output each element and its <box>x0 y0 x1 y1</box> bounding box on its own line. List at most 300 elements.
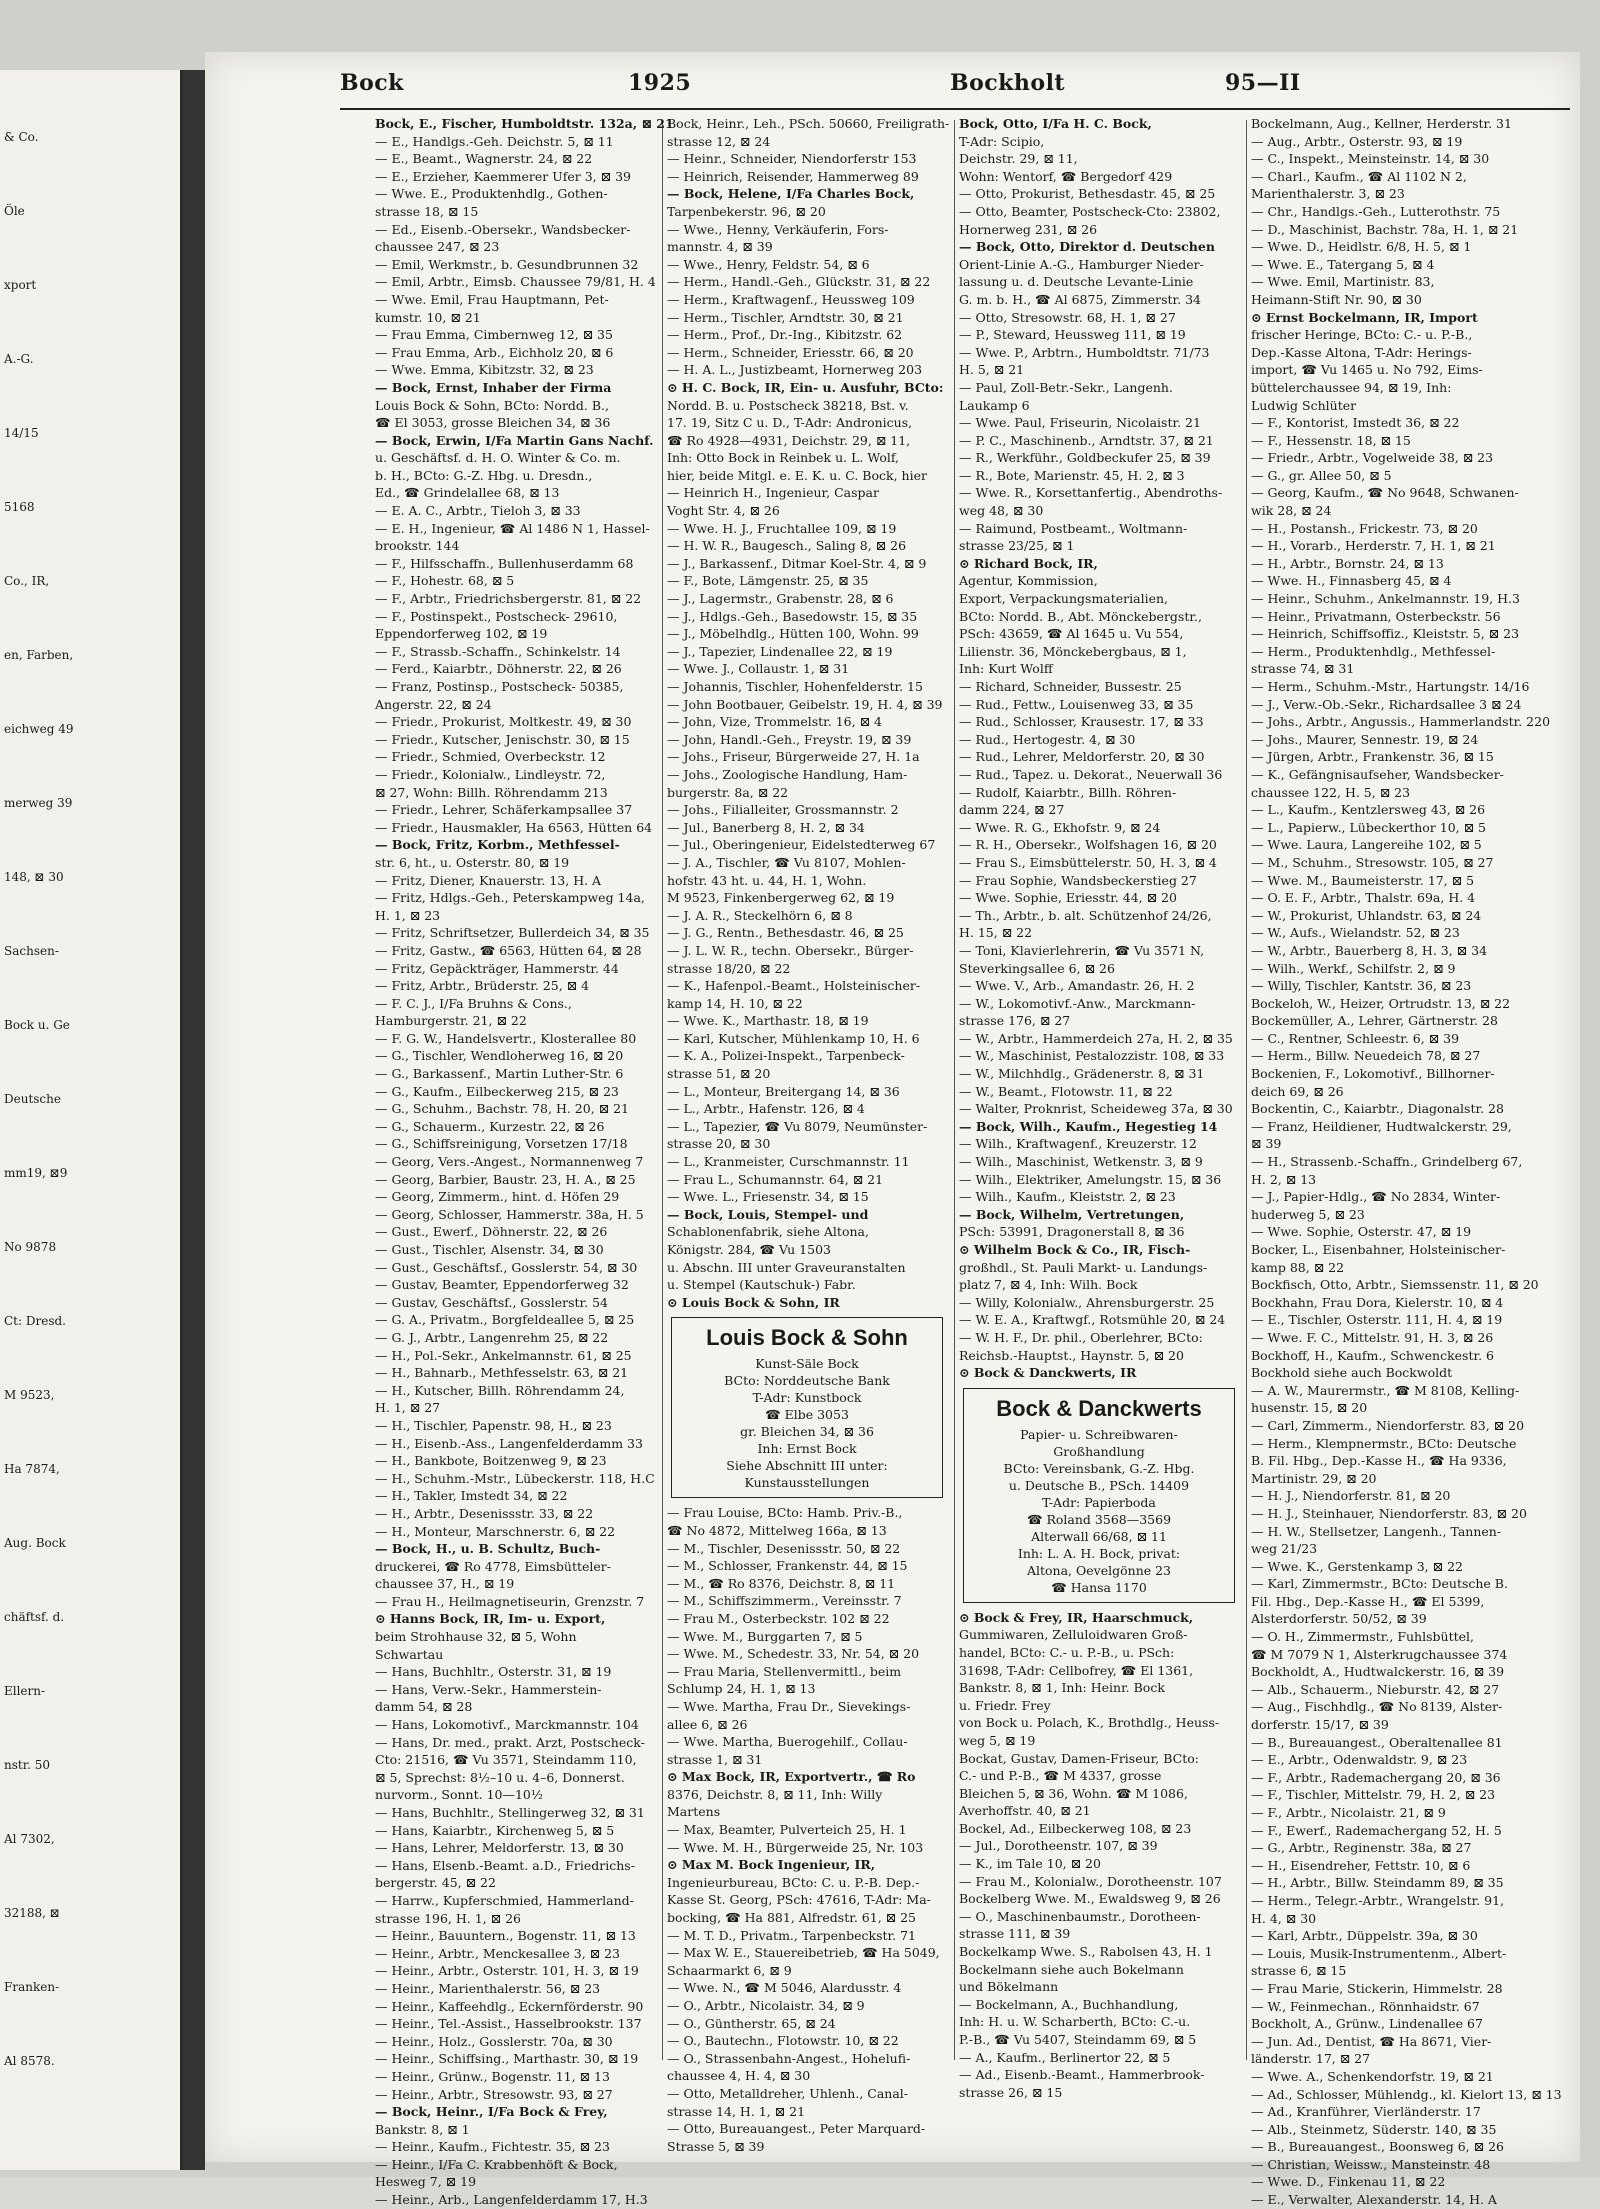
directory-entry: husenstr. 15, ⊠ 20 <box>1251 1400 1368 1416</box>
directory-entry: — Gust., Ewerf., Döhnerstr. 22, ⊠ 26 <box>375 1224 608 1240</box>
directory-entry: Ludwig Schlüter <box>1251 397 1357 413</box>
directory-entry: — O. E. F., Arbtr., Thalstr. 69a, H. 4 <box>1251 890 1476 906</box>
directory-entry: — J. G., Rentn., Bethesdastr. 46, ⊠ 25 <box>667 925 904 941</box>
directory-entry: — Rud., Lehrer, Meldorferstr. 20, ⊠ 30 <box>959 749 1205 765</box>
directory-entry: Orient-Linie A.-G., Hamburger Nieder- <box>959 256 1204 272</box>
directory-entry: — Georg, Schlosser, Hammerstr. 38a, H. 5 <box>375 1206 644 1222</box>
book-gutter <box>183 70 205 2170</box>
directory-entry: — B., Bureauangest., Oberaltenallee 81 <box>1251 1734 1503 1750</box>
directory-entry: — M., Tischler, Desenissstr. 50, ⊠ 22 <box>667 1540 901 1556</box>
directory-entry: Bockhold siehe auch Bockwoldt <box>1251 1365 1453 1381</box>
directory-entry: Bockelkamp Wwe. S., Rabolsen 43, H. 1 <box>959 1944 1213 1960</box>
directory-entry: strasse 6, ⊠ 15 <box>1251 1963 1347 1979</box>
directory-entry: huderweg 5, ⊠ 23 <box>1251 1206 1365 1222</box>
directory-entry: druckerei, ☎ Ro 4778, Eimsbütteler- <box>375 1558 612 1574</box>
directory-entry: — R., Bote, Marienstr. 45, H. 2, ⊠ 3 <box>959 467 1185 483</box>
directory-entry: — Wwe. H. J., Fruchtallee 109, ⊠ 19 <box>667 520 897 536</box>
directory-entry: — Johs., Maurer, Sennestr. 19, ⊠ 24 <box>1251 731 1479 747</box>
directory-entry: — W., Aufs., Wielandstr. 52, ⊠ 23 <box>1251 925 1460 941</box>
directory-entry: — Bock, Wilh., Kaufm., Hegestieg 14 <box>959 1118 1218 1134</box>
directory-entry: B. Fil. Hbg., Dep.-Kasse H., ☎ Ha 9336, <box>1251 1453 1507 1469</box>
directory-entry: Schablonenfabrik, siehe Altona, <box>667 1224 869 1240</box>
directory-entry: — Herm., Tischler, Arndtstr. 30, ⊠ 21 <box>667 309 904 325</box>
directory-entry: Bockemüller, A., Lehrer, Gärtnerstr. 28 <box>1251 1013 1498 1029</box>
directory-entry: Bocker, L., Eisenbahner, Holsteinischer- <box>1251 1242 1506 1257</box>
directory-entry: — L., Monteur, Breitergang 14, ⊠ 36 <box>667 1083 900 1099</box>
directory-entry: — Rud., Tapez. u. Dekorat., Neuerwall 36 <box>959 766 1223 782</box>
directory-entry: — J. A. R., Steckelhörn 6, ⊠ 8 <box>667 907 853 923</box>
directory-entry: — Heinr., Kaffeehdlg., Eckernförderstr. 90 <box>375 1998 644 2014</box>
directory-entry: — Wwe. F. C., Mittelstr. 91, H. 3, ⊠ 26 <box>1251 1329 1494 1345</box>
directory-entry: Hornerweg 231, ⊠ 26 <box>959 221 1098 237</box>
directory-entry: — Raimund, Postbeamt., Woltmann- <box>959 520 1188 536</box>
directory-entry: — E., Handlgs.-Geh. Deichstr. 5, ⊠ 11 <box>375 133 614 149</box>
directory-entry: — Wwe. J., Collaustr. 1, ⊠ 31 <box>667 661 850 677</box>
directory-entry: — C., Rentner, Schleestr. 6, ⊠ 39 <box>1251 1030 1460 1046</box>
directory-entry: — Johannis, Tischler, Hohenfelderstr. 15 <box>667 679 923 694</box>
directory-entry: — Jul., Dorotheenstr. 107, ⊠ 39 <box>959 1838 1158 1854</box>
directory-entry: — Frau Sophie, Wandsbeckerstieg 27 <box>959 872 1197 888</box>
directory-entry: — M. T. D., Privatm., Tarpenbeckstr. 71 <box>667 1927 916 1943</box>
directory-entry: — Wwe. Emil, Martinistr. 83, <box>1251 274 1435 290</box>
directory-entry: u. Stempel (Kautschuk-) Fabr. <box>667 1277 856 1293</box>
directory-entry: — Wwe. P., Arbtrn., Humboldtstr. 71/73 <box>959 344 1210 360</box>
directory-entry: wik 28, ⊠ 24 <box>1251 503 1332 519</box>
directory-entry: — H. A. L., Justizbeamt, Hornerweg 203 <box>667 362 923 378</box>
directory-entry: — Frau M., Kolonialw., Dorotheenstr. 107 <box>959 1873 1222 1889</box>
directory-entry: — Wwe. M. H., Bürgerweide 25, Nr. 103 <box>667 1839 924 1855</box>
directory-entry: — Wwe. D., Heidlstr. 6/8, H. 5, ⊠ 1 <box>1251 239 1472 255</box>
directory-entry: — G., Tischler, Wendloherweg 16, ⊠ 20 <box>375 1048 624 1064</box>
directory-entry: — K. A., Polizei-Inspekt., Tarpenbeck- <box>667 1048 905 1064</box>
directory-entry: — Toni, Klavierlehrerin, ☎ Vu 3571 N, <box>959 942 1205 958</box>
directory-entry: — Otto, Prokurist, Bethesdastr. 45, ⊠ 25 <box>959 186 1216 202</box>
directory-entry: — Wwe. Emil, Frau Hauptmann, Pet- <box>375 291 609 307</box>
directory-entry: — A., Kaufm., Berlinertor 22, ⊠ 5 <box>959 2049 1171 2065</box>
directory-entry: Schaarmarkt 6, ⊠ 9 <box>667 1962 792 1978</box>
directory-entry: — O. H., Zimmermstr., Fuhlsbüttel, <box>1251 1629 1474 1645</box>
advertisement-line: Großhandlung <box>1053 1443 1145 1459</box>
directory-entry: — Hans, Dr. med., prakt. Arzt, Postscheck- <box>375 1734 645 1750</box>
left-page-text: No 9878 <box>4 1240 57 1254</box>
directory-entry: Tarpenbekerstr. 96, ⊠ 20 <box>667 203 826 219</box>
directory-entry: Deichstr. 29, ⊠ 11, <box>959 151 1078 167</box>
directory-entry: weg 21/23 <box>1251 1541 1318 1557</box>
directory-entry: — R. H., Obersekr., Wolfshagen 16, ⊠ 20 <box>959 837 1217 853</box>
directory-entry: nurvorm., Sonnt. 10—10½ <box>375 1787 543 1803</box>
directory-entry: — E., Arbtr., Odenwaldstr. 9, ⊠ 23 <box>1251 1752 1468 1768</box>
directory-entry: Bockelberg Wwe. M., Ewaldsweg 9, ⊠ 26 <box>959 1891 1221 1907</box>
advertisement-line: BCto: Norddeutsche Bank <box>724 1373 890 1389</box>
directory-entry: — H., Eisenb.-Ass., Langenfelderdamm 33 <box>375 1435 643 1451</box>
directory-entry: chaussee 122, H. 5, ⊠ 23 <box>1251 784 1411 800</box>
directory-entry: — Ed., Eisenb.-Obersekr., Wandsbecker- <box>375 221 631 237</box>
directory-entry: — Max W. E., Stauereibetrieb, ☎ Ha 5049, <box>667 1945 940 1961</box>
directory-entry: — H., Takler, Imstedt 34, ⊠ 22 <box>375 1488 568 1504</box>
directory-entry: — H., Bankbote, Boitzenweg 9, ⊠ 23 <box>375 1453 607 1469</box>
left-page-text: 32188, ⊠ <box>4 1906 60 1920</box>
advertisement-line: Inh: L. A. H. Bock, privat: <box>1017 1545 1181 1561</box>
advertisement-box <box>963 1388 1235 1603</box>
left-page-text: 5168 <box>4 500 35 514</box>
directory-entry: ⊙ Wilhelm Bock & Co., IR, Fisch- <box>959 1242 1191 1257</box>
directory-entry: — Paul, Zoll-Betr.-Sekr., Langenh. <box>959 379 1173 395</box>
directory-entry: — Harrw., Kupferschmied, Hammerland- <box>375 1892 634 1908</box>
directory-entry: — J., Möbelhdlg., Hütten 100, Wohn. 99 <box>667 626 919 642</box>
directory-entry: — Frau Emma, Arb., Eichholz 20, ⊠ 6 <box>375 344 614 360</box>
directory-entry: chaussee 4, H. 4, ⊠ 30 <box>667 2068 811 2084</box>
advertisement-line: ☎ Hansa 1170 <box>1051 1579 1147 1595</box>
directory-entry: — Friedr., Prokurist, Moltkestr. 49, ⊠ 30 <box>375 714 632 730</box>
directory-entry: Bock, Otto, I/Fa H. C. Bock, <box>959 116 1152 131</box>
directory-entry: — W. H. F., Dr. phil., Oberlehrer, BCto: <box>959 1329 1203 1345</box>
directory-entry: — Georg, Barbier, Baustr. 23, H. A., ⊠ 25 <box>375 1171 636 1187</box>
directory-entry: — H., Tischler, Papenstr. 98, H., ⊠ 23 <box>375 1417 612 1433</box>
directory-entry: Bockholdt, A., Hudtwalckerstr. 16, ⊠ 39 <box>1251 1664 1505 1680</box>
directory-entry: Hesweg 7, ⊠ 19 <box>375 2174 477 2190</box>
directory-entry: — Heinr., Bauuntern., Bogenstr. 11, ⊠ 13 <box>375 1928 636 1944</box>
directory-entry: H. 1, ⊠ 23 <box>375 907 441 923</box>
directory-entry: — Rudolf, Kaiarbtr., Billh. Röhren- <box>959 784 1177 800</box>
directory-entry: — Frau Maria, Stellenvermittl., beim <box>667 1663 902 1679</box>
directory-entry: — O., Strassenbahn-Angest., Hohelufi- <box>667 2050 911 2066</box>
page-header <box>340 70 1570 106</box>
directory-entry: — John Bootbauer, Geibelstr. 19, H. 4, ⊠ 39 <box>667 696 943 712</box>
directory-entry: H. 15, ⊠ 22 <box>959 925 1033 941</box>
directory-entry: Hamburgerstr. 21, ⊠ 22 <box>375 1013 527 1029</box>
directory-entry: — Friedr., Kutscher, Jenischstr. 30, ⊠ 15 <box>375 731 630 747</box>
column-1 <box>375 115 674 2208</box>
directory-entry: — G., Kaufm., Eilbeckerweg 215, ⊠ 23 <box>375 1083 619 1099</box>
directory-entry: — Herm., Schuhm.-Mstr., Hartungstr. 14/16 <box>1251 679 1530 694</box>
directory-entry: — H., Schuhm.-Mstr., Lübeckerstr. 118, H.C <box>375 1470 655 1486</box>
directory-entry: — Wwe. A., Schenkendorfstr. 19, ⊠ 21 <box>1251 2068 1494 2084</box>
directory-entry: — L., Kranmeister, Curschmannstr. 11 <box>667 1154 910 1170</box>
directory-entry: — Georg, Kaufm., ☎ No 9648, Schwanen- <box>1251 485 1519 501</box>
directory-entry: — Wwe. R., Korsettanfertig., Abendroths- <box>959 485 1223 501</box>
directory-entry: — F., Arbtr., Friedrichsbergerstr. 81, ⊠ 22 <box>375 591 642 607</box>
directory-entry: Alsterdorferstr. 50/52, ⊠ 39 <box>1251 1611 1427 1627</box>
left-page-text: Deutsche <box>4 1092 61 1106</box>
directory-entry: — Emil, Werkmstr., b. Gesundbrunnen 32 <box>375 256 639 272</box>
left-page-text: Franken- <box>4 1980 60 1994</box>
directory-entry: — Johs., Arbtr., Angussis., Hammerlandstr. 220 <box>1251 714 1551 730</box>
directory-entry: — Hans, Lokomotivf., Marckmannstr. 104 <box>375 1717 639 1733</box>
directory-entry: — Bock, Otto, Direktor d. Deutschen <box>959 239 1215 255</box>
directory-entry: strasse 23/25, ⊠ 1 <box>959 538 1075 554</box>
header-right-keyword: Bockholt <box>950 70 1066 96</box>
directory-entry: — Johs., Filialleiter, Grossmannstr. 2 <box>667 802 899 818</box>
directory-entry: Inh: H. u. W. Scharberth, BCto: C.-u. <box>959 2014 1191 2030</box>
directory-entry: ☎ No 4872, Mittelweg 166a, ⊠ 13 <box>667 1522 887 1538</box>
directory-entry: — Walter, Proknrist, Scheideweg 37a, ⊠ 30 <box>959 1101 1233 1117</box>
directory-entry: — Wwe. K., Marthastr. 18, ⊠ 19 <box>667 1013 869 1029</box>
directory-entry: — Ad., Eisenb.-Beamt., Hammerbrook- <box>959 2067 1205 2083</box>
directory-entry: — Heinr., Schiffsing., Marthastr. 30, ⊠ 19 <box>375 2051 639 2067</box>
directory-entry: — E., Beamt., Wagnerstr. 24, ⊠ 22 <box>375 151 593 167</box>
directory-entry: — Alb., Schauerm., Nieburstr. 42, ⊠ 27 <box>1251 1681 1500 1697</box>
directory-entry: — Wwe. Emma, Kibitzstr. 32, ⊠ 23 <box>375 362 594 378</box>
directory-entry: — M., Schiffszimmerm., Vereinsstr. 7 <box>667 1593 902 1609</box>
left-page-text: merweg 39 <box>4 796 73 810</box>
directory-entry: ⊠ 27, Wohn: Billh. Röhrendamm 213 <box>375 784 608 800</box>
directory-entry: — G. J., Arbtr., Langenrehm 25, ⊠ 22 <box>375 1329 609 1345</box>
directory-entry: — F., Kontorist, Imstedt 36, ⊠ 22 <box>1251 415 1460 431</box>
directory-entry: — Franz, Heildiener, Hudtwalckerstr. 29, <box>1251 1118 1512 1134</box>
directory-entry: — Wwe. E., Tatergang 5, ⊠ 4 <box>1251 256 1435 272</box>
directory-entry: — J., Papier-Hdlg., ☎ No 2834, Winter- <box>1251 1189 1501 1205</box>
directory-entry: — Wwe. Laura, Langereihe 102, ⊠ 5 <box>1251 837 1482 853</box>
left-page-fragment <box>0 70 183 2170</box>
directory-entry: Inh: Kurt Wolff <box>959 661 1053 677</box>
directory-entry: — Bock, Ernst, Inhaber der Firma <box>375 379 612 395</box>
directory-entry: — Frau L., Schumannstr. 64, ⊠ 21 <box>667 1171 884 1187</box>
directory-entry: — Bock, Fritz, Korbm., Methfessel- <box>375 837 620 853</box>
directory-entry: Bankstr. 8, ⊠ 1 <box>375 2121 470 2137</box>
directory-entry: — J., Tapezier, Lindenallee 22, ⊠ 19 <box>667 643 893 659</box>
directory-entry: b. H., BCto: G.-Z. Hbg. u. Dresdn., <box>375 467 593 483</box>
directory-entry: Strasse 5, ⊠ 39 <box>667 2138 765 2154</box>
directory-entry: — Louis, Musik-Instrumentenm., Albert- <box>1251 1945 1507 1961</box>
directory-entry: — D., Maschinist, Bachstr. 78a, H. 1, ⊠ 21 <box>1251 221 1519 237</box>
directory-entry: BCto: Nordd. B., Abt. Mönckebergstr., <box>959 608 1202 624</box>
directory-entry: — C., Inspekt., Meinsteinstr. 14, ⊠ 30 <box>1251 151 1490 167</box>
left-page-text: Aug. Bock <box>4 1536 66 1550</box>
directory-entry: — Wilh., Maschinist, Wetkenstr. 3, ⊠ 9 <box>959 1154 1203 1170</box>
directory-entry: — Heinrich, Reisender, Hammerweg 89 <box>667 168 919 184</box>
directory-entry: — L., Kaufm., Kentzlersweg 43, ⊠ 26 <box>1251 802 1486 818</box>
directory-entry: ⊠ 5, Sprechst: 8½–10 u. 4–6, Donnerst. <box>375 1769 625 1785</box>
left-page-text: Ct: Dresd. <box>4 1314 66 1328</box>
advertisement-title: Louis Bock & Sohn <box>706 1325 908 1351</box>
left-page-text: Ellern- <box>4 1684 46 1698</box>
directory-entry: — H., Monteur, Marschnerstr. 6, ⊠ 22 <box>375 1523 616 1539</box>
directory-entry: — J., Barkassenf., Ditmar Koel-Str. 4, ⊠ 9 <box>667 555 927 571</box>
directory-entry: — Hans, Buchhltr., Osterstr. 31, ⊠ 19 <box>375 1664 612 1680</box>
directory-entry: C.- und P.-B., ☎ M 4337, grosse <box>959 1768 1162 1784</box>
advertisement-line: gr. Bleichen 34, ⊠ 36 <box>740 1424 874 1440</box>
header-left-keyword: Bock <box>340 70 404 96</box>
directory-entry: handel, BCto: C.- u. P.-B., u. PSch: <box>959 1644 1175 1660</box>
directory-entry: — P. C., Maschinenb., Arndtstr. 37, ⊠ 21 <box>959 432 1214 448</box>
directory-entry: u. Geschäftsf. d. H. O. Winter & Co. m. <box>375 450 621 466</box>
directory-entry: — E. A. C., Arbtr., Tieloh 3, ⊠ 33 <box>375 503 581 519</box>
left-page-text: & Co. <box>4 130 39 144</box>
directory-entry: — F. G. W., Handelsvertr., Klosterallee 80 <box>375 1030 637 1046</box>
directory-entry: — Alb., Steinmetz, Süderstr. 140, ⊠ 35 <box>1251 2121 1497 2137</box>
directory-entry: M 9523, Finkenbergerweg 62, ⊠ 19 <box>667 890 895 906</box>
directory-entry: — H., Eisendreher, Fettstr. 10, ⊠ 6 <box>1251 1857 1471 1873</box>
directory-entry: T-Adr: Scipio, <box>959 133 1045 149</box>
directory-entry: — O., Bautechn., Flotowstr. 10, ⊠ 22 <box>667 2033 899 2049</box>
directory-entry: Bockhoff, H., Kaufm., Schwenckestr. 6 <box>1251 1347 1494 1363</box>
directory-entry: — Johs., Friseur, Bürgerweide 27, H. 1a <box>667 749 920 765</box>
directory-entry: — Heinr., Arbtr., Menckesallee 3, ⊠ 23 <box>375 1945 620 1961</box>
directory-entry: — G., Schauerm., Kurzestr. 22, ⊠ 26 <box>375 1118 605 1134</box>
column-2 <box>667 115 950 2154</box>
directory-entry: — G. A., Privatm., Borgfeldeallee 5, ⊠ 25 <box>375 1312 635 1328</box>
directory-entry: — F., Hessenstr. 18, ⊠ 15 <box>1251 432 1411 448</box>
directory-entry: — Heinr., I/Fa C. Krabbenhöft & Bock, <box>375 2156 618 2172</box>
directory-entry: — H., Kutscher, Billh. Röhrendamm 24, <box>375 1382 625 1398</box>
directory-entry: — Jun. Ad., Dentist, ☎ Ha 8671, Vier- <box>1251 2033 1492 2049</box>
directory-entry: — Herm., Produktenhdlg., Methfessel- <box>1251 643 1496 659</box>
directory-entry: — Wwe. Paul, Friseurin, Nicolaistr. 21 <box>959 415 1201 431</box>
directory-entry: Cto: 21516, ☎ Vu 3571, Steindamm 110, <box>375 1752 637 1768</box>
directory-entry: allee 6, ⊠ 26 <box>667 1716 748 1732</box>
directory-entry: — G., Barkassenf., Martin Luther-Str. 6 <box>375 1066 624 1082</box>
left-page-text: eichweg 49 <box>4 722 74 736</box>
directory-entry: — J. A., Tischler, ☎ Vu 8107, Mohlen- <box>667 854 906 870</box>
directory-entry: — K., Hafenpol.-Beamt., Holsteinischer- <box>667 978 921 994</box>
directory-entry: Bockel, Ad., Eilbeckerweg 108, ⊠ 23 <box>959 1820 1192 1836</box>
directory-entry: PSch: 53991, Dragonerstall 8, ⊠ 36 <box>959 1224 1185 1240</box>
directory-entry: beim Strohhause 32, ⊠ 5, Wohn <box>375 1629 577 1645</box>
directory-entry: 31698, T-Adr: Cellbofrey, ☎ El 1361, <box>959 1662 1194 1678</box>
directory-entry: — Jul., Banerberg 8, H. 2, ⊠ 34 <box>667 819 865 835</box>
directory-entry: str. 6, ht., u. Osterstr. 80, ⊠ 19 <box>375 854 570 870</box>
directory-entry: — Herm., Handl.-Geh., Glückstr. 31, ⊠ 22 <box>667 274 931 290</box>
directory-entry: strasse 26, ⊠ 15 <box>959 2084 1063 2100</box>
directory-entry: — Hans, Elsenb.-Beamt. a.D., Friedrichs- <box>375 1857 635 1873</box>
directory-entry: — Wwe. R. G., Ekhofstr. 9, ⊠ 24 <box>959 819 1161 835</box>
directory-entry: ⊙ Max Bock, IR, Exportvertr., ☎ Ro <box>667 1769 916 1785</box>
directory-entry: — R., Werkführ., Goldbeckufer 25, ⊠ 39 <box>959 450 1211 466</box>
directory-entry: — O., Güntherstr. 65, ⊠ 24 <box>667 2015 836 2031</box>
directory-entry: — Otto, Metalldreher, Uhlenh., Canal- <box>667 2085 909 2101</box>
directory-entry: — Rud., Schlosser, Krausestr. 17, ⊠ 33 <box>959 714 1204 730</box>
directory-entry: — Max, Beamter, Pulverteich 25, H. 1 <box>667 1822 907 1838</box>
directory-entry: — Rud., Hertogestr. 4, ⊠ 30 <box>959 731 1136 747</box>
directory-entry: — B., Bureauangest., Boonsweg 6, ⊠ 26 <box>1251 2139 1504 2155</box>
directory-entry: — Richard, Schneider, Bussestr. 25 <box>959 679 1182 694</box>
directory-entry: — K., im Tale 10, ⊠ 20 <box>959 1856 1101 1872</box>
directory-entry: — Wwe. K., Gerstenkamp 3, ⊠ 22 <box>1251 1558 1463 1574</box>
directory-entry: strasse 18/20, ⊠ 22 <box>667 960 791 976</box>
directory-entry: — Ferd., Kaiarbtr., Döhnerstr. 22, ⊠ 26 <box>375 661 622 677</box>
directory-entry: 8376, Deichstr. 8, ⊠ 11, Inh: Willy <box>667 1786 883 1802</box>
directory-entry: — F. C. J., I/Fa Bruhns & Cons., <box>375 995 572 1011</box>
directory-entry: strasse 14, H. 1, ⊠ 21 <box>667 2103 806 2119</box>
directory-entry: chaussee 37, H., ⊠ 19 <box>375 1576 515 1592</box>
directory-entry: Bockeloh, W., Heizer, Ortrudstr. 13, ⊠ 22 <box>1251 995 1511 1011</box>
directory-entry: Bock, Heinr., Leh., PSch. 50660, Freiligrath- <box>667 116 950 131</box>
directory-entry: — Christian, Weissw., Mansteinstr. 48 <box>1251 2156 1491 2172</box>
directory-entry: — Wwe. Sophie, Osterstr. 47, ⊠ 19 <box>1251 1224 1472 1240</box>
directory-entry: — Wilh., Werkf., Schilfstr. 2, ⊠ 9 <box>1251 960 1456 976</box>
advertisement-line: T-Adr: Kunstbock <box>752 1390 862 1406</box>
directory-entry: — Wwe. V., Arb., Amandastr. 26, H. 2 <box>959 978 1195 994</box>
directory-entry: — Wwe. D., Finkenau 11, ⊠ 22 <box>1251 2174 1446 2190</box>
directory-entry: — Friedr., Arbtr., Vogelweide 38, ⊠ 23 <box>1251 450 1494 466</box>
directory-entry: import, ☎ Vu 1465 u. No 792, Eims- <box>1251 362 1483 378</box>
directory-entry: — A. W., Maurermstr., ☎ M 8108, Kelling- <box>1251 1382 1520 1398</box>
directory-entry: ⊙ Louis Bock & Sohn, IR <box>667 1294 840 1310</box>
directory-entry: — Bock, H., u. B. Schultz, Buch- <box>375 1541 601 1557</box>
advertisement-line: ☎ Roland 3568—3569 <box>1026 1511 1172 1527</box>
directory-entry: — Charl., Kaufm., ☎ Al 1102 N 2, <box>1251 168 1467 184</box>
directory-entry: — Heinr., Arbtr., Stresowstr. 93, ⊠ 27 <box>375 2086 613 2102</box>
directory-entry: — John, Handl.-Geh., Freystr. 19, ⊠ 39 <box>667 731 912 747</box>
directory-entry: Bockelmann siehe auch Bokelmann <box>959 1961 1184 1977</box>
directory-entry: — H., Bahnarb., Methfesselstr. 63, ⊠ 21 <box>375 1365 629 1381</box>
directory-entry: — G., Schiffsreinigung, Vorsetzen 17/18 <box>375 1136 628 1152</box>
directory-entry: Agentur, Kommission, <box>959 573 1098 589</box>
directory-entry: Bankstr. 8, ⊠ 1, Inh: Heinr. Bock <box>959 1680 1165 1696</box>
directory-entry: — Heinr., Kaufm., Fichtestr. 35, ⊠ 23 <box>375 2139 610 2155</box>
header-rule <box>340 108 1570 110</box>
directory-entry: — Wwe. M., Burggarten 7, ⊠ 5 <box>667 1628 863 1644</box>
directory-entry: — P., Steward, Heussweg 111, ⊠ 19 <box>959 327 1186 343</box>
directory-entry: — Heinr., Holz., Gosslerstr. 70a, ⊠ 30 <box>375 2033 613 2049</box>
directory-entry: Martinistr. 29, ⊠ 20 <box>1251 1470 1377 1486</box>
directory-entry: Bockhahn, Frau Dora, Kielerstr. 10, ⊠ 4 <box>1251 1294 1504 1310</box>
directory-entry: Schlump 24, H. 1, ⊠ 13 <box>667 1681 816 1697</box>
directory-entry: — H., Arbtr., Desenissstr. 33, ⊠ 22 <box>375 1505 594 1521</box>
directory-entry: — Georg, Zimmerm., hint. d. Höfen 29 <box>375 1189 620 1205</box>
directory-entry: ⊙ Bock & Danckwerts, IR <box>959 1365 1137 1381</box>
advertisement-line: Siehe Abschnitt III unter: <box>726 1458 888 1474</box>
directory-entry: ⊙ Ernst Bockelmann, IR, Import <box>1251 309 1478 325</box>
left-page-text: Al 7302, <box>4 1832 55 1846</box>
directory-entry: strasse 12, ⊠ 24 <box>667 133 771 149</box>
directory-entry: — Heinrich, Schiffsoffiz., Kleiststr. 5, ⊠ 23 <box>1251 626 1520 642</box>
directory-entry: Bock, E., Fischer, Humboldtstr. 132a, ⊠ 21 <box>375 116 674 131</box>
directory-entry: Königstr. 284, ☎ Vu 1503 <box>667 1242 831 1257</box>
directory-entry: Nordd. B. u. Postscheck 38218, Bst. v. <box>667 397 909 413</box>
directory-entry: bocking, ☎ Ha 881, Alfredstr. 61, ⊠ 25 <box>667 1910 916 1926</box>
directory-entry: — W., Maschinist, Pestalozzistr. 108, ⊠ 33 <box>959 1048 1225 1064</box>
directory-entry: — Bock, Helene, I/Fa Charles Bock, <box>667 186 915 202</box>
directory-entry: strasse 1, ⊠ 31 <box>667 1751 763 1767</box>
left-page-text: 148, ⊠ 30 <box>4 870 64 884</box>
directory-entry: G. m. b. H., ☎ Al 6875, Zimmerstr. 34 <box>959 291 1202 307</box>
directory-entry: von Bock u. Polach, K., Brothdlg., Heuss- <box>959 1715 1220 1731</box>
directory-entry: — Wwe., Henny, Verkäuferin, Fors- <box>667 221 889 237</box>
directory-entry: Bockholt, A., Grünw., Lindenallee 67 <box>1251 2016 1483 2032</box>
directory-entry: — Wwe. Martha, Frau Dr., Sievekings- <box>667 1698 911 1714</box>
directory-entry: Lilienstr. 36, Mönckebergbaus, ⊠ 1, <box>959 643 1187 659</box>
directory-entry: — Bock, Heinr., I/Fa Bock & Frey, <box>375 2104 608 2120</box>
column-4 <box>1251 115 1562 2208</box>
directory-entry: — H., Strassenb.-Schaffn., Grindelberg 67, <box>1251 1154 1523 1170</box>
directory-entry: Louis Bock & Sohn, BCto: Nordd. B., <box>375 397 609 413</box>
directory-entry: lassung u. d. Deutsche Levante-Linie <box>959 274 1194 290</box>
directory-entry: — W., Arbtr., Hammerdeich 27a, H. 2, ⊠ 35 <box>959 1030 1233 1046</box>
directory-entry: strasse 20, ⊠ 30 <box>667 1136 771 1152</box>
directory-entry: — Wwe., Henry, Feldstr. 54, ⊠ 6 <box>667 256 870 272</box>
directory-entry: — Fritz, Gastw., ☎ 6563, Hütten 64, ⊠ 28 <box>375 942 642 958</box>
advertisement-line: u. Deutsche B., PSch. 14409 <box>1008 1477 1190 1493</box>
directory-entry: — Heinr., Grünw., Bogenstr. 11, ⊠ 13 <box>375 2068 610 2084</box>
advertisement-line: Kunstausstellungen <box>744 1475 870 1491</box>
directory-entry: mannstr. 4, ⊠ 39 <box>667 239 773 255</box>
advertisement-line: Papier- u. Schreibwaren- <box>1020 1426 1178 1442</box>
directory-entry: kumstr. 10, ⊠ 21 <box>375 309 481 325</box>
directory-entry: — Frau M., Osterbeckstr. 102 ⊠ 22 <box>667 1610 890 1626</box>
directory-entry: ☎ Ro 4928—4931, Deichstr. 29, ⊠ 11, <box>667 432 911 448</box>
directory-entry: — Herm., Klempnermstr., BCto: Deutsche <box>1251 1435 1517 1451</box>
directory-entry: strasse 51, ⊠ 20 <box>667 1066 771 1082</box>
directory-entry: — Frau Louise, BCto: Hamb. Priv.-B., <box>667 1505 903 1521</box>
directory-entry: — Wilh., Kaufm., Kleiststr. 2, ⊠ 23 <box>959 1189 1176 1205</box>
directory-entry: — Willy, Tischler, Kantstr. 36, ⊠ 23 <box>1251 978 1472 994</box>
directory-entry: frischer Heringe, BCto: C.- u. P.-B., <box>1251 327 1473 343</box>
directory-entry: — O., Arbtr., Nicolaistr. 34, ⊠ 9 <box>667 1998 865 2013</box>
directory-entry: — Friedr., Hausmakler, Ha 6563, Hütten 64 <box>375 819 653 835</box>
directory-entry: Dep.-Kasse Altona, T-Adr: Herings- <box>1251 344 1472 360</box>
directory-entry: kamp 14, H. 10, ⊠ 22 <box>667 995 803 1011</box>
